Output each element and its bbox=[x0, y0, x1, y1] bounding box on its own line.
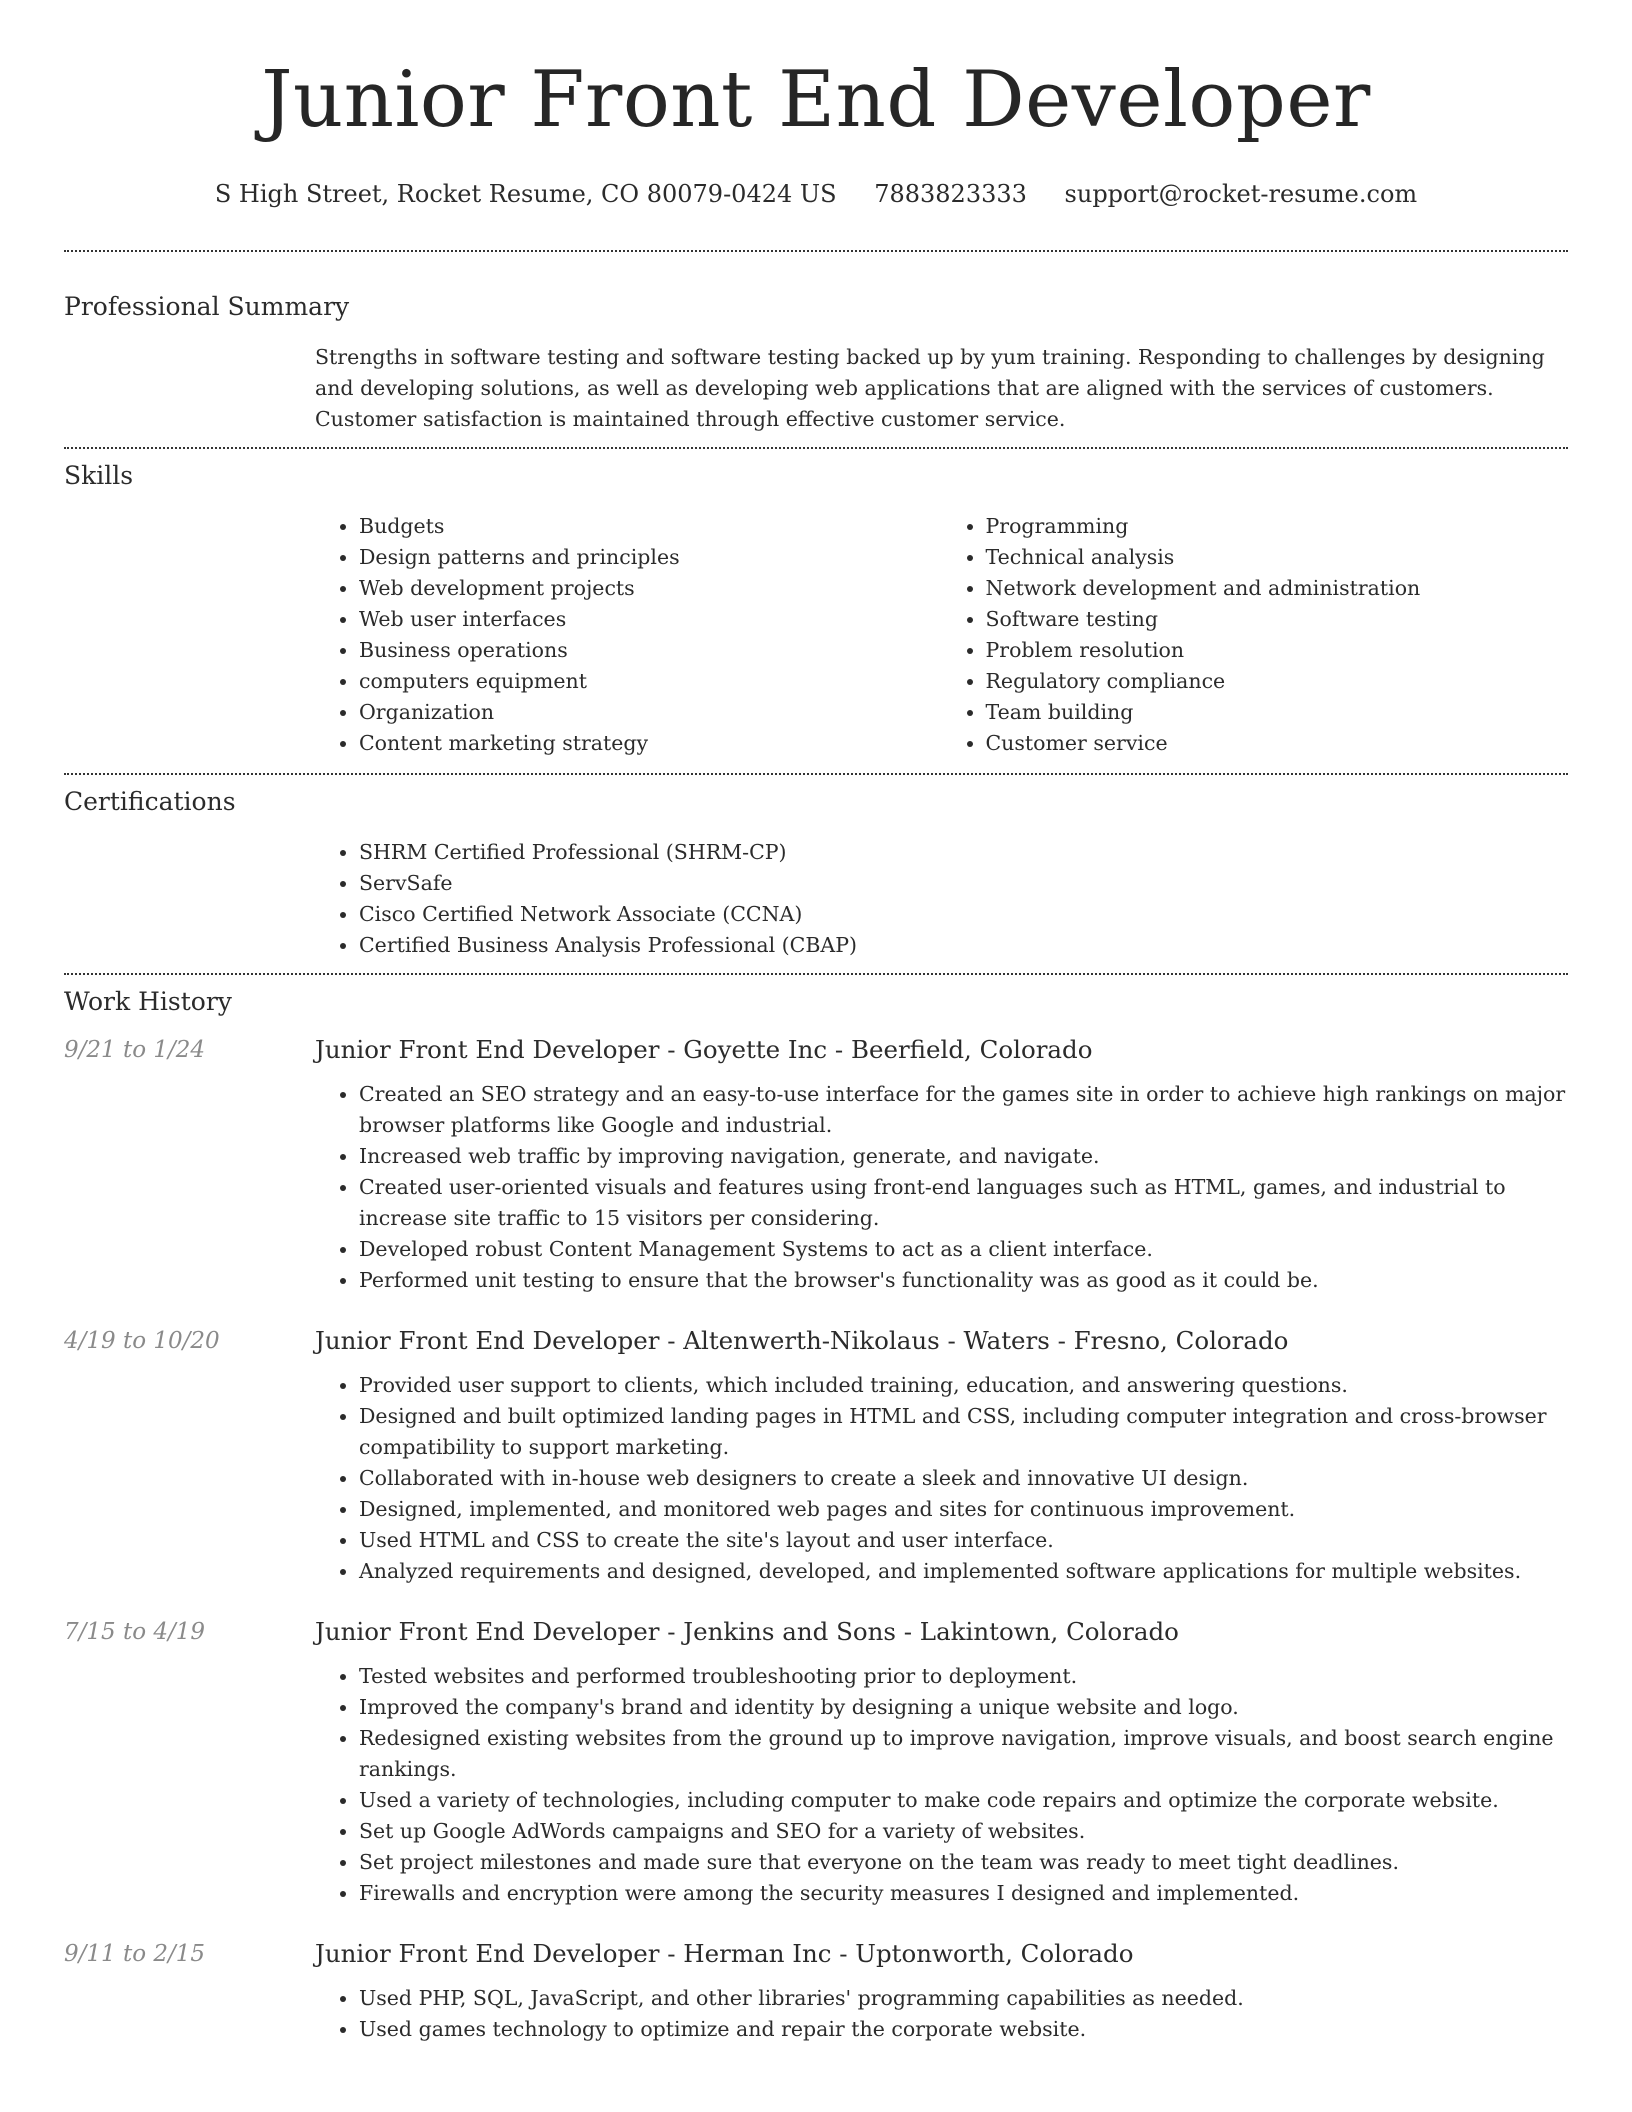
skill-item: • Team building bbox=[986, 697, 1569, 728]
skills-list-left bbox=[315, 511, 942, 759]
certification-item: • ServSafe bbox=[359, 868, 1568, 899]
contact-line bbox=[0, 178, 1632, 210]
contact-email: support@rocket-resume.com bbox=[1064, 180, 1418, 208]
job-bullet: • Analyzed requirements and designed, developed, and implemented software applications for multiple websites. bbox=[359, 1556, 1568, 1587]
skill-item: • Web development projects bbox=[359, 573, 942, 604]
section-title-certifications: Certifications bbox=[64, 787, 236, 816]
job-bullets bbox=[315, 1370, 1568, 1587]
skill-item: • Network development and administration bbox=[986, 573, 1569, 604]
skill-item: • Software testing bbox=[986, 604, 1569, 635]
work-history-section bbox=[64, 985, 1568, 2045]
skill-item: • Problem resolution bbox=[986, 635, 1569, 666]
divider bbox=[64, 447, 1568, 449]
skill-item: • Organization bbox=[359, 697, 942, 728]
job-title: Junior Front End Developer - Goyette Inc - Beerfield, Colorado bbox=[315, 1035, 1093, 1064]
job-entry bbox=[64, 1615, 1568, 1909]
job-bullet: • Used PHP, SQL, JavaScript, and other libraries' programming capabilities as needed. bbox=[359, 1983, 1568, 2014]
job-title: Junior Front End Developer - Herman Inc - Uptonworth, Colorado bbox=[315, 1939, 1134, 1968]
job-bullet: • Redesigned existing websites from the ground up to improve navigation, improve visuals, and boost search engine rankings. bbox=[359, 1723, 1568, 1785]
certification-item: • Certified Business Analysis Professional (CBAP) bbox=[359, 930, 1568, 961]
job-bullet: • Set project milestones and made sure that everyone on the team was ready to meet tight deadlines. bbox=[359, 1847, 1568, 1878]
job-bullets bbox=[315, 1079, 1568, 1296]
job-bullet: • Developed robust Content Management Systems to act as a client interface. bbox=[359, 1234, 1568, 1265]
job-dates: 7/15 to 4/19 bbox=[64, 1619, 206, 1645]
certification-item: • SHRM Certified Professional (SHRM-CP) bbox=[359, 837, 1568, 868]
contact-phone: 7883823333 bbox=[874, 180, 1027, 208]
certification-item: • Cisco Certified Network Associate (CCNA) bbox=[359, 899, 1568, 930]
job-bullet: • Performed unit testing to ensure that the browser's functionality was as good as it could be. bbox=[359, 1265, 1568, 1296]
job-bullet: • Set up Google AdWords campaigns and SEO for a variety of websites. bbox=[359, 1816, 1568, 1847]
summary-section bbox=[64, 290, 1568, 435]
job-dates: 9/11 to 2/15 bbox=[64, 1941, 206, 1967]
divider bbox=[64, 973, 1568, 975]
job-entry bbox=[64, 1937, 1568, 2045]
job-entry bbox=[64, 1033, 1568, 1296]
skills-columns bbox=[315, 511, 1568, 759]
job-bullet: • Increased web traffic by improving navigation, generate, and navigate. bbox=[359, 1141, 1568, 1172]
skill-item: • Content marketing strategy bbox=[359, 728, 942, 759]
skill-item: • Business operations bbox=[359, 635, 942, 666]
job-bullets bbox=[315, 1983, 1568, 2045]
job-bullet: • Used games technology to optimize and repair the corporate website. bbox=[359, 2014, 1568, 2045]
skills-list-right bbox=[942, 511, 1569, 759]
skill-item: • Regulatory compliance bbox=[986, 666, 1569, 697]
contact-address: S High Street, Rocket Resume, CO 80079-0424 US bbox=[214, 180, 837, 208]
job-bullet: • Used HTML and CSS to create the site's layout and user interface. bbox=[359, 1525, 1568, 1556]
section-title-summary: Professional Summary bbox=[64, 292, 350, 321]
job-bullet: • Designed, implemented, and monitored web pages and sites for continuous improvement. bbox=[359, 1494, 1568, 1525]
certifications-section bbox=[64, 785, 1568, 961]
section-title-skills: Skills bbox=[64, 461, 134, 490]
job-bullet: • Firewalls and encryption were among the security measures I designed and implemented. bbox=[359, 1878, 1568, 1909]
job-bullet: • Designed and built optimized landing pages in HTML and CSS, including computer integration and cross-browser compatibility to support marketing. bbox=[359, 1401, 1568, 1463]
skill-item: • Web user interfaces bbox=[359, 604, 942, 635]
job-bullet: • Created user-oriented visuals and features using front-end languages such as HTML, games, and industrial to increase site traffic to 15 visitors per considering. bbox=[359, 1172, 1568, 1234]
skill-item: • computers equipment bbox=[359, 666, 942, 697]
job-entry bbox=[64, 1324, 1568, 1587]
divider bbox=[64, 250, 1568, 252]
job-title: Junior Front End Developer - Altenwerth-Nikolaus - Waters - Fresno, Colorado bbox=[315, 1326, 1289, 1355]
job-bullet: • Created an SEO strategy and an easy-to-use interface for the games site in order to achieve high rankings on major browser platforms like Google and industrial. bbox=[359, 1079, 1568, 1141]
job-bullet: • Used a variety of technologies, including computer to make code repairs and optimize the corporate website. bbox=[359, 1785, 1568, 1816]
skills-section bbox=[64, 459, 1568, 759]
skill-item: • Programming bbox=[986, 511, 1569, 542]
summary-text: Strengths in software testing and software testing backed up by yum training. Responding to challenges by designing and developing solutions, as well as developing web applications that are aligned with the services of customers. Customer satisfaction is maintained through effective customer service. bbox=[315, 345, 1545, 431]
certifications-list bbox=[315, 837, 1568, 961]
section-title-work-history: Work History bbox=[64, 987, 232, 1016]
job-bullet: • Collaborated with in-house web designers to create a sleek and innovative UI design. bbox=[359, 1463, 1568, 1494]
candidate-name: Junior Front End Developer bbox=[261, 55, 1371, 145]
skill-item: • Design patterns and principles bbox=[359, 542, 942, 573]
job-title: Junior Front End Developer - Jenkins and Sons - Lakintown, Colorado bbox=[315, 1617, 1179, 1646]
skill-item: • Budgets bbox=[359, 511, 942, 542]
skill-item: • Technical analysis bbox=[986, 542, 1569, 573]
job-dates: 9/21 to 1/24 bbox=[64, 1037, 206, 1063]
skill-item: • Customer service bbox=[986, 728, 1569, 759]
resume-header bbox=[0, 0, 1632, 210]
job-dates: 4/19 to 10/20 bbox=[64, 1328, 220, 1354]
job-bullet: • Improved the company's brand and identity by designing a unique website and logo. bbox=[359, 1692, 1568, 1723]
divider bbox=[64, 773, 1568, 775]
job-bullet: • Tested websites and performed troubleshooting prior to deployment. bbox=[359, 1661, 1568, 1692]
job-bullets bbox=[315, 1661, 1568, 1909]
job-bullet: • Provided user support to clients, which included training, education, and answering questions. bbox=[359, 1370, 1568, 1401]
